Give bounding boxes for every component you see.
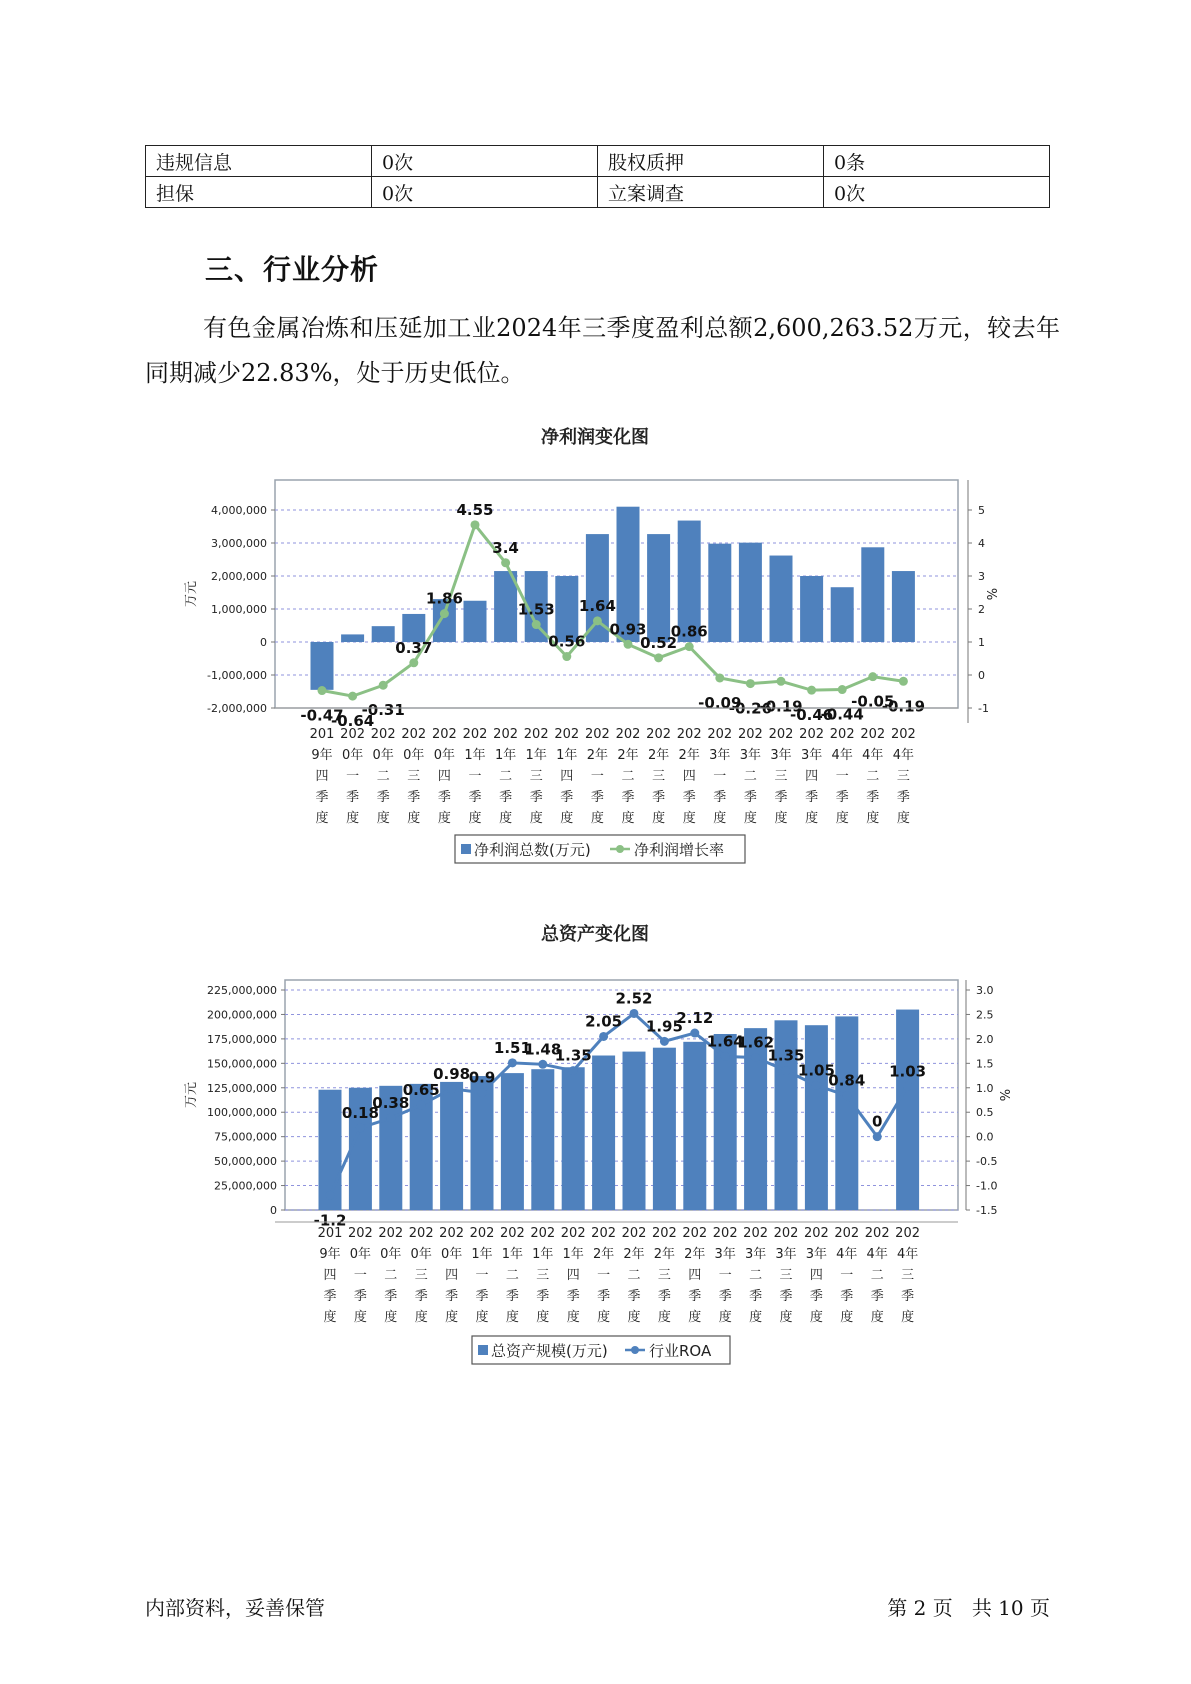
total-assets-chart <box>0 920 1191 1380</box>
x-tick-label: 202 4年二季度 <box>864 1226 890 1325</box>
y-tick-label: 200,000,000 <box>207 1008 277 1022</box>
bar <box>464 601 487 642</box>
y2-tick-label: 3.0 <box>976 984 994 997</box>
line-point <box>386 1114 395 1123</box>
line-point <box>478 1088 487 1097</box>
y2-tick-label: 4 <box>978 537 985 550</box>
data-label: 0.56 <box>548 632 586 651</box>
bar <box>861 547 884 642</box>
table-row <box>146 177 1050 208</box>
y2-tick-label: 1.0 <box>976 1081 994 1095</box>
data-label: -0.05 <box>851 692 895 711</box>
line-point <box>660 1037 669 1046</box>
data-label: 0 <box>871 1112 883 1131</box>
data-label: 0.18 <box>341 1103 379 1122</box>
data-label: 1.48 <box>524 1040 562 1059</box>
bar <box>653 1048 676 1210</box>
y-tick-label: 100,000,000 <box>207 1106 277 1120</box>
bar <box>896 1010 919 1210</box>
analysis-paragraph: 有色金属冶炼和压延加工业2024年三季度盈利总额2,600,263.52万元，较去年同期减少22.83%，处于历史低位。 <box>145 314 1060 387</box>
legend-label: 净利润增长率 <box>634 841 725 859</box>
x-tick-label: 202 0年三季度 <box>401 727 427 826</box>
data-label: 3.4 <box>492 538 519 557</box>
chart-legend <box>455 835 745 863</box>
data-label: -0.26 <box>728 699 773 718</box>
line-point <box>624 640 633 649</box>
y-tick-label: -2,000,000 <box>207 702 267 715</box>
x-tick-label: 202 1年一季度 <box>462 727 488 826</box>
table-row <box>146 146 1050 177</box>
table-cell: 0次 <box>372 177 598 208</box>
x-tick-label: 201 9年四季度 <box>309 727 335 826</box>
bar <box>739 543 762 642</box>
bar <box>531 1069 554 1210</box>
footer-confidential-note: 内部资料，妥善保管 <box>145 1596 325 1620</box>
x-tick-label: 202 3年四季度 <box>803 1226 829 1325</box>
data-label: 0.84 <box>828 1071 866 1090</box>
y-tick-label: 0 <box>260 636 267 649</box>
line-point <box>782 1066 791 1075</box>
data-label: 0.65 <box>402 1080 440 1099</box>
bar <box>592 1056 615 1210</box>
y2-tick-label: 2 <box>978 603 985 616</box>
line-point <box>562 652 571 661</box>
data-label: 0.52 <box>640 633 678 652</box>
data-label: 2.52 <box>615 989 653 1008</box>
company-risk-info-table <box>145 145 1050 208</box>
y-tick-label: -1,000,000 <box>207 669 267 682</box>
bar <box>341 634 364 642</box>
y2-tick-label: -1.5 <box>976 1204 998 1217</box>
data-label: 4.55 <box>456 500 494 519</box>
line-point <box>569 1066 578 1075</box>
data-label: 1.95 <box>645 1017 683 1036</box>
line-point <box>417 1100 426 1109</box>
line-point <box>440 609 449 618</box>
table-cell: 0次 <box>372 146 598 177</box>
bar <box>800 576 823 642</box>
x-tick-label: 202 2年四季度 <box>682 1226 708 1325</box>
bar <box>835 1016 858 1210</box>
line-point <box>532 620 541 629</box>
bar <box>683 1042 706 1210</box>
line-point <box>599 1032 608 1041</box>
legend-line-marker <box>631 1346 639 1354</box>
line-point <box>409 658 418 667</box>
x-tick-label: 202 2年三季度 <box>651 1226 677 1325</box>
chart-title: 净利润变化图 <box>541 427 649 448</box>
table-cell: 立案调查 <box>598 177 824 208</box>
x-tick-label: 202 2年一季度 <box>591 1226 617 1325</box>
y2-tick-label: 0.0 <box>976 1130 994 1144</box>
line-point <box>812 1081 821 1090</box>
y2-axis-label: % <box>999 1088 1014 1102</box>
legend-bar-swatch <box>478 1345 488 1355</box>
data-label: -0.19 <box>881 697 926 716</box>
data-label: 1.53 <box>517 600 555 619</box>
y2-tick-label: 2.5 <box>976 1008 994 1022</box>
data-label: -0.09 <box>698 693 742 712</box>
line-point <box>348 692 357 701</box>
line-point <box>447 1084 456 1093</box>
y2-axis-label: % <box>986 587 1001 601</box>
legend-label: 行业ROA <box>649 1342 712 1360</box>
x-tick-label: 202 3年四季度 <box>799 727 825 826</box>
bar <box>770 556 793 642</box>
y2-tick-label: 1 <box>978 636 985 649</box>
data-label: 2.05 <box>585 1012 623 1031</box>
y-tick-label: 50,000,000 <box>214 1155 277 1169</box>
legend-label: 净利润总数(万元) <box>474 841 591 859</box>
data-label: -1.2 <box>313 1211 347 1230</box>
x-tick-label: 202 3年二季度 <box>737 727 763 826</box>
y-tick-label: 4,000,000 <box>211 504 267 517</box>
x-tick-label: 202 1年三季度 <box>530 1226 556 1325</box>
table-cell: 0次 <box>824 177 1050 208</box>
data-label: 1.35 <box>554 1046 592 1065</box>
data-label: 0.37 <box>395 638 433 657</box>
bar <box>372 626 395 642</box>
x-tick-label: 202 2年二季度 <box>621 1226 647 1325</box>
bar <box>831 587 854 642</box>
bar <box>562 1067 585 1210</box>
line-point <box>318 686 327 695</box>
bar <box>501 1073 524 1210</box>
x-tick-label: 202 3年二季度 <box>743 1226 769 1325</box>
table-cell: 股权质押 <box>598 146 824 177</box>
line-point <box>807 686 816 695</box>
data-label: 0.98 <box>433 1064 471 1083</box>
x-tick-label: 202 1年三季度 <box>523 727 549 826</box>
data-label: 1.51 <box>493 1038 531 1057</box>
y-tick-label: 3,000,000 <box>211 537 267 550</box>
x-tick-label: 202 2年四季度 <box>676 727 702 826</box>
y2-tick-label: -1 <box>978 702 989 715</box>
x-tick-label: 202 1年二季度 <box>493 727 519 826</box>
line-point <box>685 642 694 651</box>
y-tick-label: 125,000,000 <box>207 1081 277 1095</box>
x-tick-label: 202 4年一季度 <box>834 1226 860 1325</box>
y2-tick-label: 0.5 <box>976 1106 994 1120</box>
line-point <box>746 679 755 688</box>
y-tick-label: 0 <box>270 1204 277 1217</box>
line-point <box>690 1029 699 1038</box>
net-profit-chart <box>0 425 1191 875</box>
x-tick-label: 202 1年四季度 <box>554 727 580 826</box>
data-label: -0.46 <box>789 706 834 725</box>
y2-tick-label: -1.0 <box>976 1179 998 1193</box>
y-tick-label: 175,000,000 <box>207 1032 277 1046</box>
x-tick-label: 202 4年三季度 <box>890 727 916 826</box>
y-tick-label: 2,000,000 <box>211 570 267 583</box>
chart-title: 总资产变化图 <box>541 924 649 945</box>
x-tick-label: 202 1年一季度 <box>469 1226 495 1325</box>
data-label: 1.62 <box>737 1033 775 1052</box>
table-cell: 担保 <box>146 177 372 208</box>
bar <box>647 534 670 642</box>
data-label: -0.64 <box>330 712 375 731</box>
table-cell: 违规信息 <box>146 146 372 177</box>
x-tick-label: 202 0年一季度 <box>347 1226 373 1325</box>
x-tick-label: 202 4年二季度 <box>860 727 886 826</box>
line-point <box>538 1060 547 1069</box>
data-label: 1.64 <box>578 596 616 615</box>
x-tick-label: 202 0年二季度 <box>378 1226 404 1325</box>
line-point <box>654 653 663 662</box>
bar <box>623 1052 646 1210</box>
x-tick-label: 202 1年二季度 <box>499 1226 525 1325</box>
data-label: 0.86 <box>670 622 708 641</box>
x-tick-label: 202 2年一季度 <box>584 727 610 826</box>
y-tick-label: 1,000,000 <box>211 603 267 616</box>
x-tick-label: 202 0年四季度 <box>439 1226 465 1325</box>
x-tick-label: 201 9年四季度 <box>317 1226 343 1325</box>
line-point <box>751 1053 760 1062</box>
line-point <box>873 1132 882 1141</box>
x-tick-label: 202 4年三季度 <box>895 1226 921 1325</box>
data-label: 1.05 <box>797 1061 835 1080</box>
footer-page-number: 第 2 页 共 10 页 <box>887 1596 1050 1620</box>
y2-tick-label: 5 <box>978 504 985 517</box>
chart-legend <box>472 1336 730 1364</box>
y-tick-label: 150,000,000 <box>207 1057 277 1071</box>
data-label: 1.86 <box>425 589 463 608</box>
bar <box>708 544 731 642</box>
legend-line-marker <box>616 845 624 853</box>
x-tick-label: 202 3年一季度 <box>712 1226 738 1325</box>
line-point <box>721 1052 730 1061</box>
x-tick-label: 202 4年一季度 <box>829 727 855 826</box>
table-cell: 0条 <box>824 146 1050 177</box>
line-point <box>630 1009 639 1018</box>
line-point <box>501 558 510 567</box>
data-label: 0.9 <box>468 1068 496 1087</box>
x-tick-label: 202 2年三季度 <box>646 727 672 826</box>
y2-tick-label: 2.0 <box>976 1032 994 1046</box>
bar <box>402 614 425 642</box>
line-point <box>903 1082 912 1091</box>
line-point <box>593 616 602 625</box>
x-tick-label: 202 0年二季度 <box>370 727 396 826</box>
x-tick-label: 202 0年三季度 <box>408 1226 434 1325</box>
y-axis-label: 万元 <box>184 1081 199 1109</box>
y-axis-label: 万元 <box>184 580 199 608</box>
line-point <box>868 672 877 681</box>
y2-tick-label: 0 <box>978 669 985 682</box>
y-tick-label: 25,000,000 <box>214 1179 277 1193</box>
x-tick-label: 202 3年三季度 <box>768 727 794 826</box>
x-tick-label: 202 3年一季度 <box>707 727 733 826</box>
bar <box>805 1025 828 1210</box>
bar <box>311 642 334 690</box>
line-point <box>356 1123 365 1132</box>
line-point <box>379 681 388 690</box>
line-point <box>842 1091 851 1100</box>
y-tick-label: 75,000,000 <box>214 1130 277 1144</box>
x-tick-label: 202 3年三季度 <box>773 1226 799 1325</box>
bar <box>892 571 915 642</box>
bar <box>440 1082 463 1210</box>
data-label: 2.12 <box>676 1009 714 1028</box>
line-point <box>715 673 724 682</box>
section-title: 三、行业分析 <box>205 253 380 286</box>
data-label: 0.38 <box>372 1094 410 1113</box>
y2-tick-label: -0.5 <box>976 1155 998 1169</box>
line-point <box>326 1191 335 1200</box>
x-tick-label: 202 2年二季度 <box>615 727 641 826</box>
legend-bar-swatch <box>461 844 471 854</box>
line-point <box>838 685 847 694</box>
y2-tick-label: 1.5 <box>976 1057 994 1071</box>
data-label: -0.47 <box>300 706 344 725</box>
line-point <box>508 1058 517 1067</box>
data-label: 1.64 <box>706 1032 744 1051</box>
data-label: 1.35 <box>767 1046 805 1065</box>
y2-tick-label: 3 <box>978 570 985 583</box>
data-label: -0.44 <box>820 705 864 724</box>
data-label: 1.03 <box>889 1062 927 1081</box>
line-point <box>899 677 908 686</box>
line-point <box>777 677 786 686</box>
data-label: -0.19 <box>759 697 803 716</box>
data-label: 0.93 <box>609 620 647 639</box>
x-tick-label: 202 0年一季度 <box>340 727 366 826</box>
legend-label: 总资产规模(万元) <box>491 1342 608 1360</box>
line-point <box>471 520 480 529</box>
y-tick-label: 225,000,000 <box>207 984 277 997</box>
x-tick-label: 202 0年四季度 <box>431 727 457 826</box>
data-label: -0.31 <box>361 701 405 720</box>
x-tick-label: 202 1年四季度 <box>560 1226 586 1325</box>
